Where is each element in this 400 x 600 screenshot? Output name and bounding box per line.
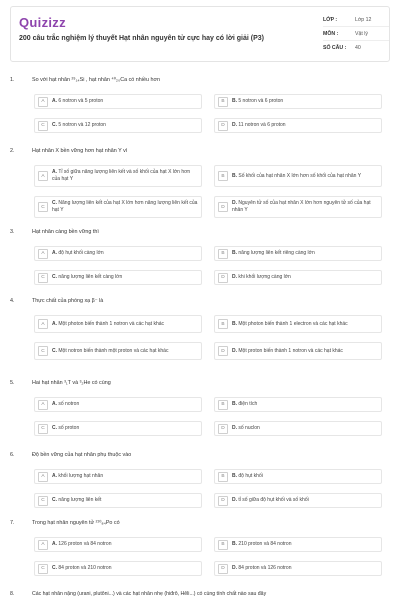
option-b[interactable] <box>214 94 382 109</box>
option-content: tỉ số giữa độ hụt khối và số khối <box>238 497 309 504</box>
option-letter-box: B <box>218 319 228 329</box>
option-content: Năng lượng liên kết của hạt X lớn hơn năng lượng liên kết của hạt Y <box>52 200 198 213</box>
option-d[interactable] <box>214 270 382 285</box>
option-letter-box: D <box>218 496 228 506</box>
question-text: Hạt nhân càng bền vững thì <box>32 229 99 235</box>
option-label: A. <box>52 401 57 408</box>
option-label: D. <box>232 497 237 504</box>
option-letter-box: A <box>38 97 48 107</box>
option-text <box>232 97 286 106</box>
option-letter-box: A <box>38 472 48 482</box>
meta-key: LỚP : <box>323 16 338 23</box>
option-label: D. <box>232 565 237 572</box>
option-label: A. <box>52 541 57 548</box>
question-text: Hai hạt nhân ³₁T và ³₂He có cùng <box>32 380 111 386</box>
option-d[interactable] <box>214 196 382 218</box>
question-number: 6. <box>10 452 15 458</box>
option-text <box>232 496 312 505</box>
option-d[interactable] <box>214 561 382 576</box>
option-d[interactable] <box>214 342 382 360</box>
option-letter-box: C <box>38 202 48 212</box>
option-label: C. <box>52 274 57 281</box>
option-d[interactable] <box>214 421 382 436</box>
option-letter-box: D <box>218 202 228 212</box>
question-text: Các hạt nhân nặng (urani, plutôni...) và các hạt nhân nhẹ (hiđrô, Hêli...) có cùng tính chất nào sau đây <box>32 591 267 597</box>
question-7 <box>10 520 390 572</box>
option-text <box>232 121 289 130</box>
question-1 <box>10 77 390 129</box>
option-c[interactable] <box>34 270 202 285</box>
option-letter-box: B <box>218 249 228 259</box>
question-4 <box>10 298 390 354</box>
question-5 <box>10 380 390 432</box>
option-letter-box: B <box>218 472 228 482</box>
option-text <box>232 400 260 409</box>
question-number: 1. <box>10 77 15 83</box>
option-content: 84 proton và 210 notron <box>58 565 112 572</box>
option-letter-box: C <box>38 346 48 356</box>
option-letter-box: A <box>38 540 48 550</box>
option-label: C. <box>52 425 57 432</box>
option-text <box>52 496 104 505</box>
question-3 <box>10 229 390 281</box>
option-text <box>52 564 115 573</box>
option-content: điện tích <box>238 401 258 408</box>
option-c[interactable] <box>34 561 202 576</box>
option-letter-box: D <box>218 121 228 131</box>
option-content: độ hụt khối càng lớn <box>58 250 104 257</box>
question-number: 2. <box>10 148 15 154</box>
option-label: B. <box>232 401 237 408</box>
option-text <box>52 424 82 433</box>
option-text <box>232 347 346 356</box>
meta-value: Vật lý <box>355 30 368 37</box>
meta-key: SỐ CÂU : <box>323 44 347 51</box>
option-b[interactable] <box>214 397 382 412</box>
option-text <box>232 199 381 215</box>
option-label: A. <box>52 473 57 480</box>
option-content: 11 notron và 6 proton <box>238 122 286 129</box>
option-text <box>232 273 294 282</box>
question-text: Thực chất của phóng xạ β⁻ là <box>32 298 104 304</box>
option-letter-box: B <box>218 97 228 107</box>
option-text <box>52 168 201 184</box>
option-text <box>232 249 318 258</box>
option-letter-box: A <box>38 171 48 181</box>
option-c[interactable] <box>34 196 202 218</box>
question-number: 4. <box>10 298 15 304</box>
option-content: khối lượng hạt nhân <box>58 473 104 480</box>
option-label: B. <box>232 250 237 257</box>
meta-value: Lớp 12 <box>355 16 372 23</box>
option-content: Một photon biến thành 1 electron và các hạt khác <box>238 320 348 327</box>
option-content: độ hụt khối <box>238 473 263 480</box>
option-b[interactable] <box>214 469 382 484</box>
meta-row-class <box>323 13 389 27</box>
option-letter-box: A <box>38 400 48 410</box>
option-text <box>52 97 106 106</box>
option-content: Một proton biến thành 1 notron và các hạt khác <box>238 347 343 354</box>
question-text: Độ bền vững của hạt nhân phụ thuộc vào <box>32 452 132 458</box>
question-text: So với hạt nhân ²⁹₁₄Si , hạt nhân ⁴⁰₂₀Ca có nhiều hơn <box>32 77 160 83</box>
meta-row-question-count <box>323 41 389 54</box>
option-letter-box: B <box>218 540 228 550</box>
quiz-meta <box>323 13 389 54</box>
question-stem <box>10 148 390 154</box>
question-number: 3. <box>10 229 15 235</box>
option-label: D. <box>232 200 237 207</box>
option-label: B. <box>232 473 237 480</box>
option-content: Tỉ số giữa năng lượng liên kết và số khối của hạt X lớn hơn của hạt Y <box>52 169 191 182</box>
option-text <box>52 121 109 130</box>
option-label: B. <box>232 320 237 327</box>
question-number: 7. <box>10 520 15 526</box>
option-label: D. <box>232 425 237 432</box>
option-text <box>52 273 125 282</box>
option-label: C. <box>52 565 57 572</box>
option-text <box>52 400 82 409</box>
document-title: 200 câu trắc nghiệm lý thuyết Hạt nhân nguyên tử cực hay có lời giải (P3) <box>19 35 265 42</box>
option-b[interactable] <box>214 165 382 187</box>
option-label: A. <box>52 320 57 327</box>
option-label: B. <box>232 172 237 179</box>
option-text <box>52 347 171 356</box>
option-content: Nguyên tử số của hạt nhân X lớn hơn nguyên tử số của hạt nhân Y <box>232 200 371 213</box>
option-label: B. <box>232 98 237 105</box>
option-letter-box: B <box>218 400 228 410</box>
option-content: 5 notron và 6 proton <box>238 98 284 105</box>
question-stem <box>10 77 390 83</box>
option-text <box>52 472 106 481</box>
option-a[interactable] <box>34 537 202 552</box>
option-text <box>52 249 107 258</box>
option-letter-box: C <box>38 564 48 574</box>
question-stem <box>10 520 390 526</box>
option-letter-box: C <box>38 273 48 283</box>
option-b[interactable] <box>214 537 382 552</box>
option-label: C. <box>52 497 57 504</box>
option-letter-box: C <box>38 424 48 434</box>
meta-value: 40 <box>355 44 361 51</box>
option-a[interactable] <box>34 165 202 187</box>
option-text <box>52 320 167 329</box>
option-letter-box: C <box>38 496 48 506</box>
option-a[interactable] <box>34 94 202 109</box>
quizizz-logo[interactable]: Quizizz <box>19 15 66 30</box>
option-letter-box: B <box>218 171 228 181</box>
question-6 <box>10 452 390 504</box>
question-number: 5. <box>10 380 15 386</box>
option-content: năng lượng liên kết càng lớn <box>58 274 123 281</box>
option-content: 84 proton và 126 notron <box>238 565 292 572</box>
option-letter-box: A <box>38 249 48 259</box>
option-text <box>232 424 263 433</box>
option-c[interactable] <box>34 342 202 360</box>
question-stem <box>10 229 390 235</box>
option-content: 6 notron và 5 proton <box>58 98 104 105</box>
option-text <box>52 199 201 215</box>
option-letter-box: C <box>38 121 48 131</box>
option-text <box>232 472 266 481</box>
option-content: Một notron biến thành một proton và các hạt khác <box>58 347 169 354</box>
option-content: 126 proton và 84 notron <box>58 541 112 548</box>
option-label: B. <box>232 541 237 548</box>
question-stem <box>10 298 390 304</box>
option-label: A. <box>52 98 57 105</box>
option-label: D. <box>232 122 237 129</box>
question-2 <box>10 148 390 213</box>
option-a[interactable] <box>34 397 202 412</box>
option-text <box>52 540 115 549</box>
option-c[interactable] <box>34 421 202 436</box>
option-text <box>232 320 351 329</box>
option-content: năng lượng liên kết riêng càng lớn <box>238 250 315 257</box>
option-c[interactable] <box>34 118 202 133</box>
option-text <box>232 540 295 549</box>
quiz-header <box>10 6 390 62</box>
question-text: Trong hạt nhân nguyên tử ²¹⁰₈₄Po có <box>32 520 120 526</box>
option-content: năng lượng liên kết <box>58 497 102 504</box>
option-letter-box: A <box>38 319 48 329</box>
option-a[interactable] <box>34 246 202 261</box>
option-content: 5 notron và 12 proton <box>58 122 106 129</box>
option-d[interactable] <box>214 118 382 133</box>
option-content: Một photon biến thành 1 notron và các hạt khác <box>58 320 165 327</box>
option-content: số nuclon <box>238 425 260 432</box>
option-content: 210 proton và 84 notron <box>238 541 292 548</box>
option-c[interactable] <box>34 493 202 508</box>
option-letter-box: D <box>218 273 228 283</box>
option-label: C. <box>52 347 57 354</box>
option-label: C. <box>52 122 57 129</box>
question-text: Hạt nhân X bền vững hơn hạt nhân Y vì <box>32 148 128 154</box>
option-content: Số khối của hạt nhân X lớn hơn số khối của hạt nhân Y <box>238 172 362 179</box>
option-label: D. <box>232 274 237 281</box>
option-b[interactable] <box>214 315 382 333</box>
meta-row-subject <box>323 27 389 41</box>
option-content: số notron <box>58 401 80 408</box>
option-letter-box: D <box>218 564 228 574</box>
meta-key: MÔN : <box>323 30 339 37</box>
option-content: khi khối lượng càng lớn <box>238 274 291 281</box>
question-8-stem <box>10 591 266 597</box>
option-label: A. <box>52 250 57 257</box>
question-stem <box>10 380 390 386</box>
option-label: A. <box>52 169 57 176</box>
option-letter-box: D <box>218 424 228 434</box>
option-d[interactable] <box>214 493 382 508</box>
option-label: C. <box>52 200 57 207</box>
question-number: 8. <box>10 591 15 597</box>
option-text <box>232 564 295 573</box>
option-letter-box: D <box>218 346 228 356</box>
option-a[interactable] <box>34 469 202 484</box>
option-text <box>232 172 364 181</box>
question-stem <box>10 452 390 458</box>
option-b[interactable] <box>214 246 382 261</box>
option-content: số proton <box>58 425 80 432</box>
option-a[interactable] <box>34 315 202 333</box>
option-label: D. <box>232 347 237 354</box>
